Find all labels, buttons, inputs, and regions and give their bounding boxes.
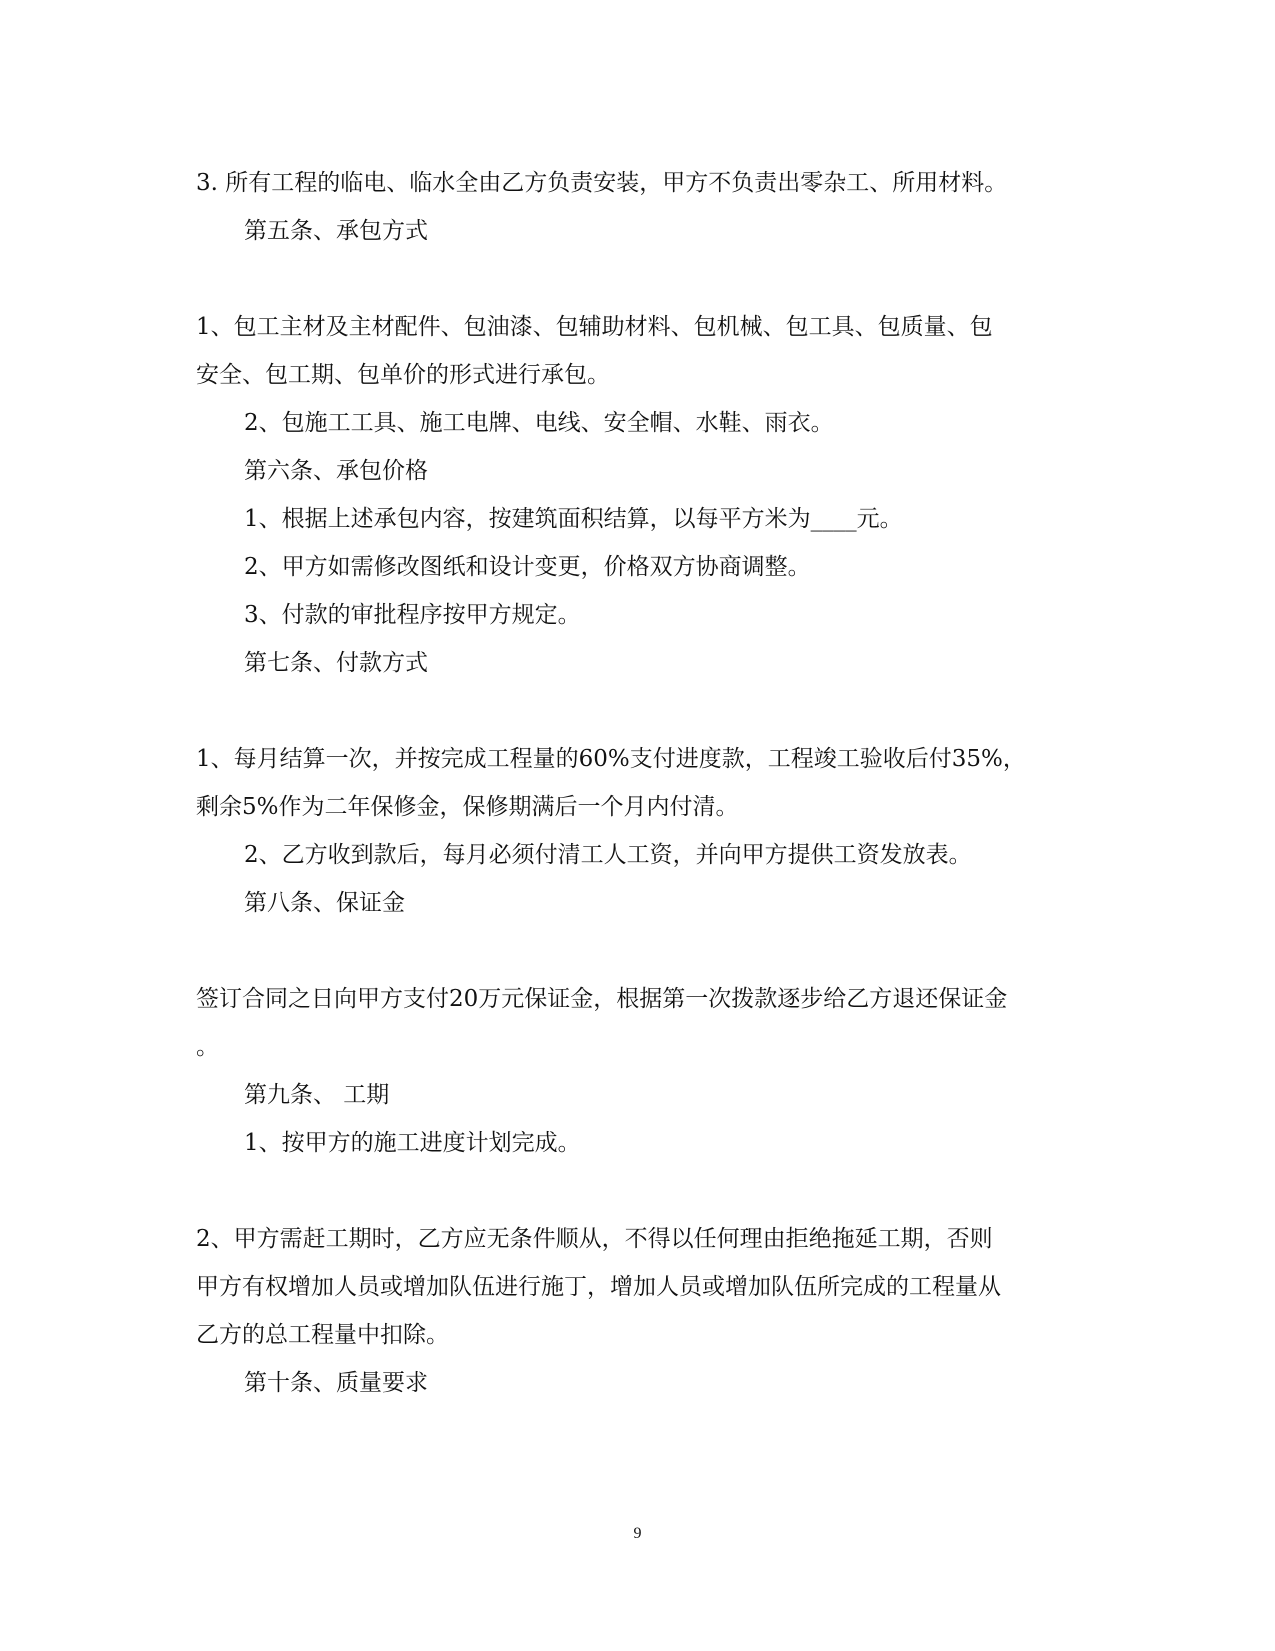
text-line: 2、包施工工具、施工电牌、电线、安全帽、水鞋、雨衣。 <box>244 410 834 436</box>
article-heading: 第六条、承包价格 <box>244 458 428 484</box>
text-line: 乙方的总工程量中扣除。 <box>196 1322 449 1348</box>
text-line: 签订合同之日向甲方支付20万元保证金，根据第一次拨款逐步给乙方退还保证金 <box>196 986 1008 1012</box>
text-line: 3、付款的审批程序按甲方规定。 <box>244 602 581 628</box>
article-heading: 第七条、付款方式 <box>244 650 428 676</box>
text-line: 2、乙方收到款后，每月必须付清工人工资，并向甲方提供工资发放表。 <box>244 842 972 868</box>
article-heading: 第八条、保证金 <box>244 890 405 916</box>
text-line: 剩余5%作为二年保修金，保修期满后一个月内付清。 <box>196 794 739 820</box>
text-line: 2、甲方如需修改图纸和设计变更，价格双方协商调整。 <box>244 554 811 580</box>
text-line: 1、按甲方的施工进度计划完成。 <box>244 1130 581 1156</box>
text-line: 。 <box>196 1034 219 1060</box>
text-line: 安全、包工期、包单价的形式进行承包。 <box>196 362 610 388</box>
article-heading: 第十条、质量要求 <box>244 1370 428 1396</box>
text-line: 1、根据上述承包内容，按建筑面积结算，以每平方米为____元。 <box>244 506 903 532</box>
page-number: 9 <box>633 1525 642 1542</box>
text-line: 1、每月结算一次，并按完成工程量的60%支付进度款，工程竣工验收后付35%， <box>196 746 1026 772</box>
text-line: 甲方有权增加人员或增加队伍进行施丁，增加人员或增加队伍所完成的工程量从 <box>196 1274 1001 1300</box>
article-heading: 第五条、承包方式 <box>244 218 428 244</box>
text-line: 1、包工主材及主材配件、包油漆、包辅助材料、包机械、包工具、包质量、包 <box>196 314 993 340</box>
text-line: 2、甲方需赶工期时，乙方应无条件顺从，不得以任何理由拒绝拖延工期，否则 <box>196 1226 993 1252</box>
article-heading: 第九条、 工期 <box>244 1082 390 1108</box>
text-line: 3. 所有工程的临电、临水全由乙方负责安装，甲方不负责出零杂工、所用材料。 <box>196 170 1008 196</box>
